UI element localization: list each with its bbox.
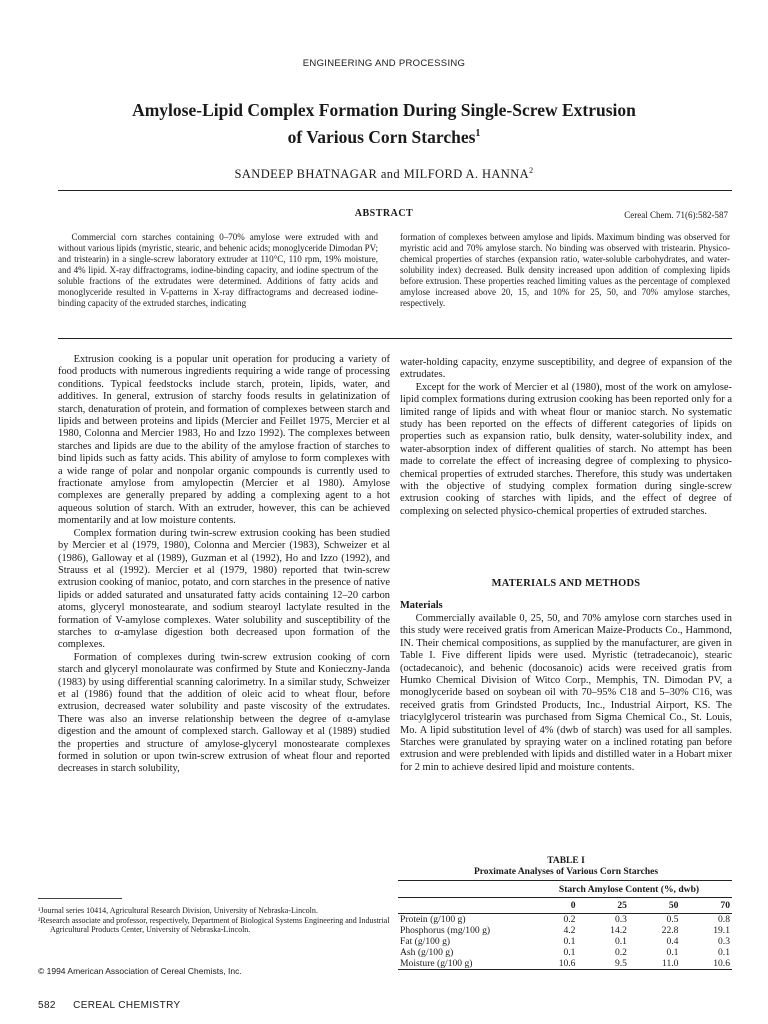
title-line-1: Amylose-Lipid Complex Formation During Single-Screw Extrusion: [132, 100, 636, 120]
author-line: [0, 166, 768, 182]
table-caption-text: Proximate Analyses of Various Corn Starches: [473, 867, 659, 877]
table-cell: 10.6: [680, 958, 732, 970]
row-label: Phosphorus (mg/100 g): [400, 924, 491, 936]
body-paragraph: Commercially available 0, 25, 50, and 70% amylose corn starches used in this study were received gratis from American Maize-Products Co., Hammond, IN. Their chemical compositions, as supplied by the manufacturer, are given in Table I. Five different lipids were used. Myristic (tetradecanoic), stearic (octadecanoic), and behenic (docosanoic) acids were received gratis from Humko Chemical Division of Witco Corp., Memphis, TN. Dimodan PV, a monoglyceride based on soybean oil with 70–95% C18 and 5–30% C16, was received gratis from Grindsted Products, Inc., Industrial Airport, KS. The triacylglycerol tristearin was purchased from Sigma Chemical Co., St. Louis, Mo. A lipid substitution level of 4% (dwb of starch) was used for all samples. Starches were granulated by spraying water on a inclined rotating pan before extrusion and were preblended with lipids and distilled water in a Hobart mixer for 2 min to achieve desired lipid and moisture contents.: [400, 613, 732, 773]
table-cell: 4.2: [563, 924, 576, 936]
citation: Cereal Chem. 71(6):582-587: [624, 210, 728, 220]
footnote-2: ²Research associate and professor, respectively, Department of Biological Systems Engineering and Industrial Agricultural Products Center, University of Nebraska-Lincoln.: [38, 915, 390, 935]
table-cell: 0.1: [563, 935, 576, 947]
author-footnote-marker: 2: [529, 166, 534, 175]
page-footer: [38, 1000, 181, 1011]
row-label: Protein (g/100 g): [400, 913, 466, 925]
table-cell: 0.2: [563, 913, 576, 925]
body-paragraph-continued: water-holding capacity, enzyme susceptibility, and degree of expansion of the extrudates.: [400, 357, 732, 381]
table-cell: 9.5: [577, 958, 628, 970]
abstract-left-column: Commercial corn starches containing 0–70% amylose were extruded with and without various lipids (myristic, stearic, and behenic acids; monoglyceride Dimodan PV; and tristearin) in a single-screw laboratory extruder at 110°C, 110 rpm, 19% moisture, and 4% lipid. X-ray diffractograms, iodine-binding capacity, and iodine spectrum of the soluble fractions of the extrudates were determined. Additions of fatty acids and monoglyceride resulted in V-patterns in X-ray diffractograms and decreased iodine-binding capacity of the extruded starches, indicating: [58, 232, 378, 308]
table-cell: 0.1: [614, 935, 627, 947]
table-cell: 0.3: [718, 935, 730, 947]
table-column-header: 70: [680, 897, 732, 913]
table-cell: 0.3: [614, 913, 627, 925]
table-cell: 0.5: [666, 913, 679, 925]
article-title: [84, 99, 684, 149]
body-paragraph: Complex formation during twin-screw extrusion cooking has been studied by Mercier et al (1979, 1980), Colonna and Mercier (1983), Schweizer et al (1986), Galloway et al (1989), Guzman et al (1992), Ho and Izzo (1992), and Strauss et al (1992). Mercier et al (1979, 1980) reported that twin-screw extrusion cooking of manioc, potato, and corn starches in the presence of native lipids or added saturated and unsaturated fatty acids containing 12–20 carbon atoms, glyceryl monostearate, and sodium stearoyl lactylate resulted in the formation of V-amylose complexes. Water solubility and susceptibility of the starches to α-amylase digestion both decreased upon formation of the complexes.: [58, 527, 390, 651]
author-names: SANDEEP BHATNAGAR and MILFORD A. HANNA: [234, 167, 530, 182]
materials-heading: Materials: [400, 600, 443, 611]
table-cell: 0.4: [666, 935, 679, 947]
table-span-header: Starch Amylose Content (%, dwb): [526, 881, 732, 896]
copyright-notice: © 1994 American Association of Cereal Chemists, Inc.: [38, 966, 242, 976]
table-column-header: 0: [526, 897, 577, 913]
table-column-header: 25: [577, 897, 628, 913]
table-column-header: 50: [629, 897, 680, 913]
table-cell: 0.1: [666, 946, 679, 958]
abstract-heading: ABSTRACT: [354, 208, 414, 219]
body-left-column: [58, 354, 390, 776]
title-line-2: of Various Corn Starches: [287, 126, 476, 147]
materials-text: [400, 613, 732, 774]
table-cell: 11.0: [629, 958, 680, 970]
footnotes: [38, 906, 390, 935]
body-paragraph: Formation of complexes during twin-screw extrusion cooking of corn starch and glyceryl monolaurate was confirmed by Stute and Konieczny-Janda (1983) by using differential scanning calorimetry. In a similar study, Schweizer et al (1986) found that the addition of oleic acid to wheat flour, before extrusion, decreased water solubility and paste viscosity of the extrudates. There was also an inverse relationship between the degree of α-amylase digestion and the amount of complexed starch. Galloway et al (1989) studied the properties and structure of amylose-glyceryl monostearate complexes formed in solution or upon twin-screw extrusion of wheat flour and reported decreases in starch solubility,: [58, 651, 390, 775]
row-label: Fat (g/100 g): [400, 935, 451, 947]
section-header: ENGINEERING AND PROCESSING: [302, 58, 466, 69]
top-divider: [58, 190, 732, 191]
table-cell: 0.2: [614, 946, 627, 958]
table-cell: 10.6: [526, 958, 577, 970]
body-paragraph: Extrusion cooking is a popular unit operation for producing a variety of food products with numerous ingredients requiring a wide range of processing conditions. Typical feedstocks include starch, protein, lipids, water, and additives. In general, extrusion of starchy foods results in gelatinization of starch, denaturation of protein, and formation of complexes between starch and lipids and between proteins and lipids (Mercier and Feillet 1975, Mercier et al 1980, Colonna and Mercier 1983, Ho and Izzo 1992). The complexes between starches and lipids are due to the ability of the amylose fraction of starches to bind lipids such as fatty acids. This ability of amylose to form complexes with a wide range of polar and nonpolar organic compounds is currently used to fractionate amylose from amylopectin (Mercier et al 1980). Amylose complexes are generally prepared by adding a complexing agent to a hot aqueous solution of starch. With an extruder, however, this can be achieved momentarily and at low moisture contents.: [58, 354, 390, 527]
table-row: [398, 947, 732, 958]
table-caption: [400, 856, 732, 878]
body-right-column: [400, 357, 732, 518]
table-row: [398, 936, 732, 947]
table-cell: 22.8: [661, 924, 679, 936]
table-cell: 14.2: [610, 924, 627, 936]
abstract-right-column: formation of complexes between amylose and lipids. Maximum binding was observed for myristic acid and 70% amylose starch. No binding was observed with tristearin. Physico-chemical properties of starches (expansion ratio, water-soluble carbohydrates, and water-solubility index) decreased. Bulk density increased upon addition of complexing lipids before extrusion. These properties reached limiting values as the percentage of complexed amylose increased above 20, 15, and 10% for 25, 50, and 70% amylose starches, respectively.: [400, 232, 730, 308]
title-footnote-marker: 1: [475, 128, 481, 139]
proximate-analyses-table: [398, 880, 732, 970]
table-row: [398, 913, 732, 925]
page-number: 582: [38, 1000, 56, 1011]
table-cell: 0.1: [563, 946, 576, 958]
table-corner: [398, 881, 526, 896]
table-cell: 19.1: [713, 924, 730, 936]
methods-heading: MATERIALS AND METHODS: [491, 578, 641, 589]
journal-name: CEREAL CHEMISTRY: [73, 1000, 181, 1011]
body-paragraph: Except for the work of Mercier et al (1980), most of the work on amylose-lipid complex formations during extrusion cooking has been reported only for a limited range of lipids and with wheat flour or manioc starch. No systematic study has been reported on the effects of different categories of lipids on properties such as expansion ratio, bulk density, water-solubility index, and water-absorption index of different qualities of starch. No attempt has been made to correlate the effect of increasing degree of complexing to physico-chemical properties of extruded starches. Therefore, this study was undertaken with the objective of studying complex formation during single-screw extrusion cooking of starches with lipids, and the effect of degree of complexing on selected physico-chemical properties of extruded starches.: [400, 381, 732, 517]
table-row: [398, 958, 732, 970]
footnote-divider: [38, 898, 122, 899]
table-cell: 0.8: [718, 913, 730, 925]
table-row: [398, 925, 732, 936]
abstract-divider: [58, 338, 732, 339]
row-label: Ash (g/100 g): [400, 946, 454, 958]
footnote-1: ¹Journal series 10414, Agricultural Research Division, University of Nebraska-Lincoln.: [38, 906, 318, 915]
table-label: TABLE I: [547, 856, 585, 866]
table-cell: 0.1: [718, 946, 730, 958]
row-label: Moisture (g/100 g): [398, 958, 526, 970]
